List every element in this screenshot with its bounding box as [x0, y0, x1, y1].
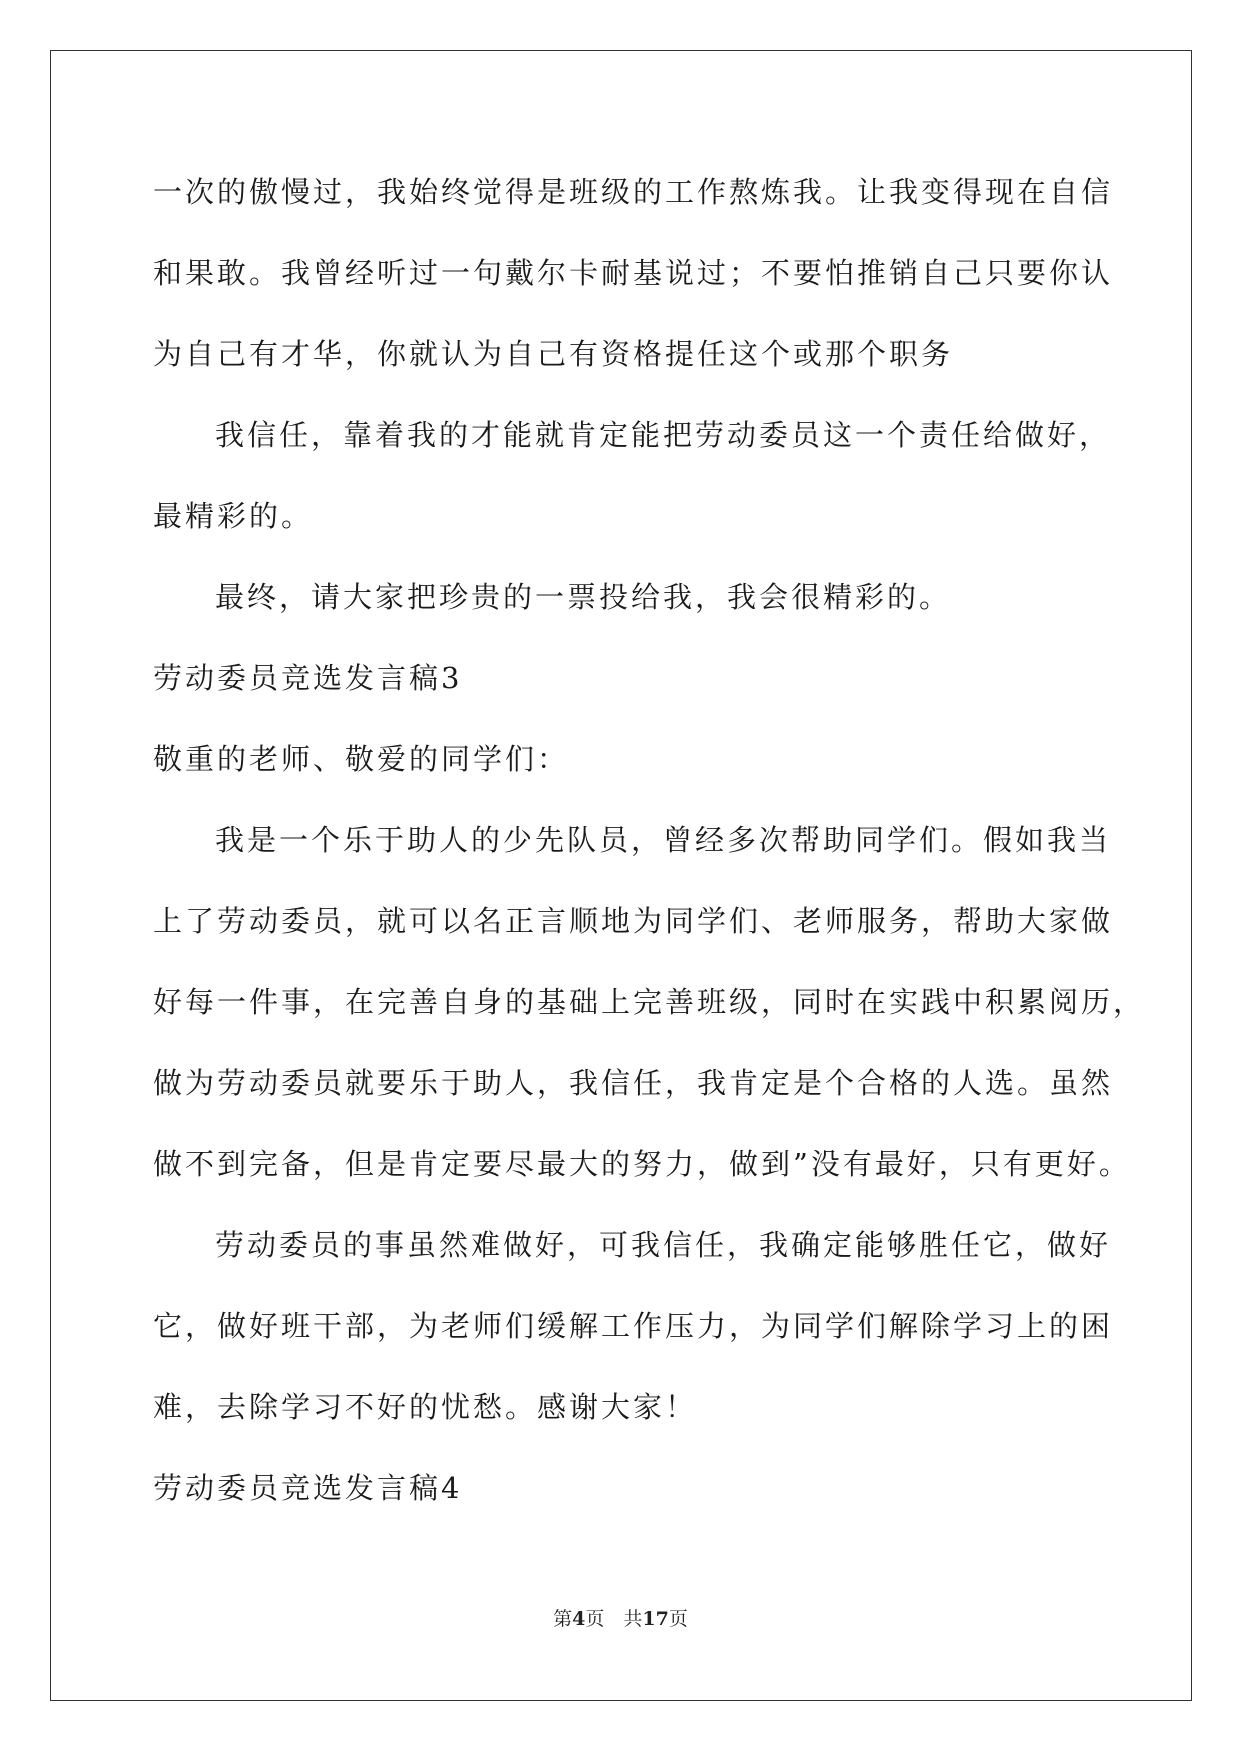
- body-line: 上了劳动委员，就可以名正言顺地为同学们、老师服务，帮助大家做: [153, 904, 1114, 938]
- section-heading: 劳动委员竞选发言稿4: [153, 1471, 463, 1505]
- footer-middle: 页 共: [585, 1608, 643, 1630]
- body-line: 一次的傲慢过，我始终觉得是班级的工作熬炼我。让我变得现在自信: [153, 175, 1114, 209]
- total-page-count: 17: [642, 1608, 669, 1630]
- paragraph-first-line: 最终，请大家把珍贵的一票投给我，我会很精彩的。: [215, 580, 952, 614]
- footer-prefix: 第: [553, 1608, 573, 1630]
- page-footer: [0, 1607, 1241, 1631]
- body-line: 难，去除学习不好的忧愁。感谢大家！: [153, 1390, 698, 1424]
- body-line: 做不到完备，但是肯定要尽最大的努力，做到”没有最好，只有更好。: [153, 1147, 1131, 1181]
- body-line: 最精彩的。: [153, 499, 314, 533]
- paragraph-first-line: 劳动委员的事虽然难做好，可我信任，我确定能够胜任它，做好: [215, 1228, 1112, 1262]
- paragraph-first-line: 我信任，靠着我的才能就肯定能把劳动委员这一个责任给做好，: [215, 418, 1112, 452]
- body-line: 和果敢。我曾经听过一句戴尔卡耐基说过；不要怕推销自己只要你认: [153, 256, 1114, 290]
- salutation: 敬重的老师、敬爱的同学们：: [153, 742, 570, 776]
- body-line: 为自己有才华，你就认为自己有资格提任这个或那个职务: [153, 337, 954, 371]
- section-heading: 劳动委员竞选发言稿3: [153, 661, 463, 695]
- paragraph-first-line: 我是一个乐于助人的少先队员，曾经多次帮助同学们。假如我当: [215, 823, 1112, 857]
- page-border: [50, 50, 1192, 1701]
- footer-suffix: 页: [668, 1608, 688, 1630]
- body-line: 做为劳动委员就要乐于助人，我信任，我肯定是个合格的人选。虽然: [153, 1066, 1114, 1100]
- body-line: 它，做好班干部，为老师们缓解工作压力，为同学们解除学习上的困: [153, 1309, 1114, 1343]
- body-line: 好每一件事，在完善自身的基础上完善班级，同时在实践中积累阅历，: [153, 985, 1146, 1019]
- current-page-number: 4: [572, 1608, 586, 1630]
